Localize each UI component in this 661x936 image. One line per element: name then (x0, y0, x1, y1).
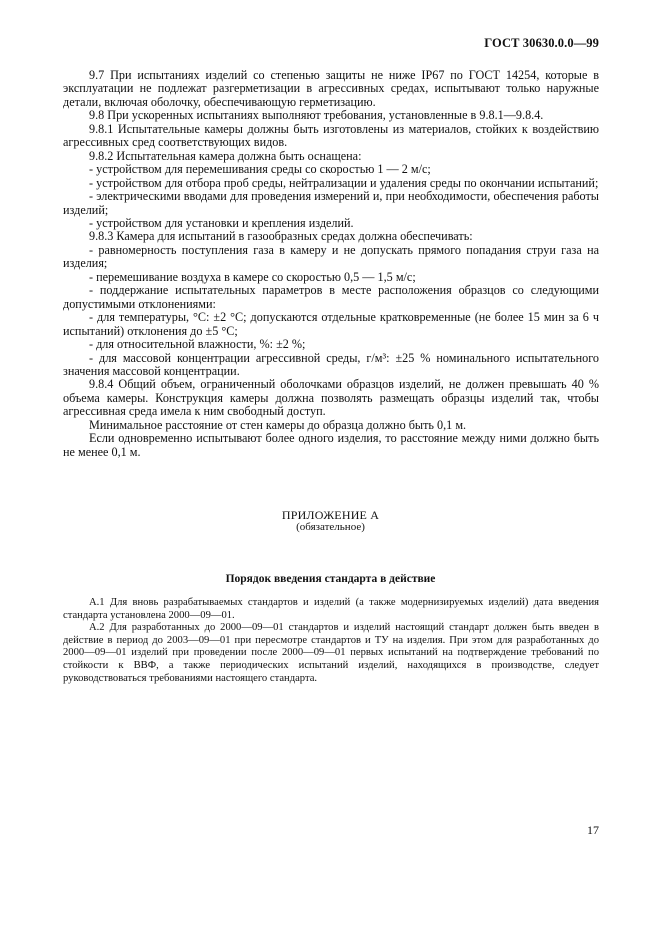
list-item: - перемешивание воздуха в камере со скоростью 0,5 — 1,5 м/с; (89, 269, 416, 284)
paragraph: Минимальное расстояние от стен камеры до образца должно быть 0,1 м. (89, 417, 467, 432)
paragraph: 9.8.4 Общий объем, ограниченный оболочками образцов изделий, не должен превышать 40 % объема камеры. Конструкция камеры должна позволять размещать образцы изделий так, чтобы агрессивная среда имела к ним свободный доступ. (63, 377, 599, 419)
appendix-title: ПРИЛОЖЕНИЕ А (281, 508, 380, 522)
paragraph: 9.8.3 Камера для испытаний в газообразных средах должна обеспечивать: (89, 229, 473, 244)
standard-header: ГОСТ 30630.0.0—99 (484, 36, 599, 50)
appendix-paragraph: А.2 Для разработанных до 2000—09—01 стандартов и изделий настоящий стандарт должен быть введен в действие в период до 2003—09—01 при пересмотре стандартов и ТУ на изделия. При этом для разработанных до 2000—09—01 изделий при проведении после 2000—09—01 первых испытаний на подтверждение требований по стойкости к ВВФ, а также периодических испытаний изделий, находящихся в производстве, следует руководствоваться требованиями настоящего стандарта. (63, 622, 599, 684)
list-item: - устройством для перемешивания среды со скоростью 1 — 2 м/с; (89, 162, 431, 177)
list-item: - поддержание испытательных параметров в месте расположения образцов со следующими допустимыми отклонениями: (63, 283, 599, 311)
page-number: 17 (587, 823, 599, 837)
appendix-body (63, 597, 599, 685)
paragraph: 9.7 При испытаниях изделий со степенью защиты не ниже IP67 по ГОСТ 14254, которые в эксплуатации не подлежат разгерметизации в агрессивных средах, испытывают только наружные детали, включая оболочку, обеспечивающую герметизацию. (63, 68, 599, 109)
list-item: - равномерность поступления газа в камеру и не допускать прямого попадания струи газа на изделия; (63, 242, 599, 271)
paragraph: 9.8.2 Испытательная камера должна быть оснащена: (89, 148, 362, 163)
paragraph: Если одновременно испытывают более одного изделия, то расстояние между ними должно быть не менее 0,1 м. (63, 431, 599, 459)
appendix-paragraph: А.1 Для вновь разрабатываемых стандартов и изделий (а также модернизируемых изделий) дата введения стандарта установлена 2000—09—01. (63, 597, 599, 621)
appendix-subtitle: (обязательное) (296, 521, 365, 533)
main-body (63, 69, 599, 459)
list-item: - для относительной влажности, %: ±2 %; (89, 337, 306, 352)
paragraph: 9.8.1 Испытательные камеры должны быть изготовлены из материалов, стойких к воздействию агрессивных сред соответствующих видов. (63, 121, 599, 150)
paragraph: 9.8 При ускоренных испытаниях выполняют требования, установленные в 9.8.1—9.8.4. (89, 108, 544, 123)
list-item: - для массовой концентрации агрессивной среды, г/м³: ±25 % номинального испытательного значения массовой концентрации. (63, 350, 599, 378)
list-item: - электрическими вводами для проведения измерений и, при необходимости, обеспечения работы изделий; (63, 189, 599, 217)
list-item: - для температуры, °С: ±2 °С; допускаются отдельные кратковременные (не более 15 мин за 6 ч испытаний) отклонения до ±5 °С; (63, 310, 599, 338)
list-item: - устройством для установки и крепления изделий. (89, 215, 354, 230)
list-item: - устройством для отбора проб среды, нейтрализации и удаления среды по окончании испытаний; (89, 175, 599, 190)
appendix-heading: Порядок введения стандарта в действие (225, 573, 436, 585)
